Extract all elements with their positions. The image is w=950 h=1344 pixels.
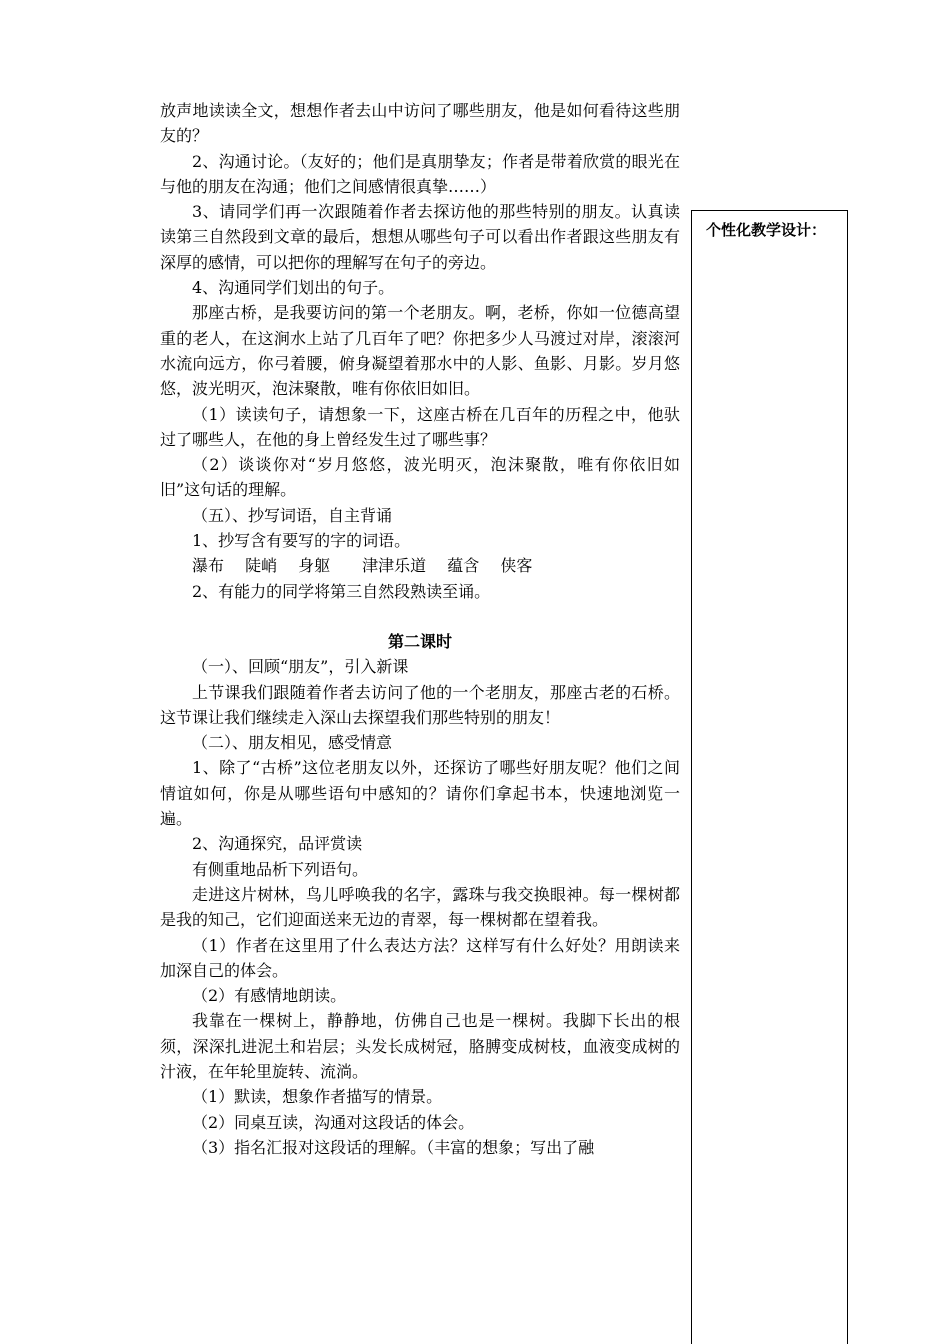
paragraph: 1、抄写含有要写的字的词语。: [192, 531, 411, 551]
paragraph: 我靠在一棵树上，静静地，仿佛自己也是一棵树。我脚下长出的根须，深深扎进泥土和岩层；头发长成树冠，胳膊变成树枝，血液变成树的汁液，在年轮里旋转、流淌。: [160, 1011, 680, 1081]
paragraph: 4、沟通同学们划出的句子。: [192, 278, 395, 298]
paragraph: （1）读读句子，请想象一下，这座古桥在几百年的历程之中，他驮过了哪些人，在他的身上曾经发生过了哪些事？: [160, 404, 680, 449]
section-heading: 第二课时: [387, 631, 452, 651]
blank-line: [160, 604, 680, 629]
paragraph: 2、沟通讨论。（友好的；他们是真朋挚友；作者是带着欣赏的眼光在与他的朋友在沟通；他们之间感情很真挚……）: [160, 151, 680, 196]
paragraph: （一）、回顾“朋友”，引入新课: [192, 657, 409, 677]
paragraph: 2、有能力的同学将第三自然段熟读至诵。: [192, 581, 491, 601]
paragraph: 放声地读读全文，想想作者去山中访问了哪些朋友，他是如何看待这些朋友的？: [160, 101, 680, 146]
paragraph: （2）同桌互读，沟通对这段话的体会。: [192, 1112, 475, 1132]
paragraph: 瀑布 陡峭 身躯 津津乐道 蕴含 侠客: [192, 556, 533, 576]
paragraph: 1、除了“古桥”这位老朋友以外，还探访了哪些好朋友呢？他们之间情谊如何，你是从哪些语句中感知的？请你们拿起书本，快速地浏览一遍。: [160, 758, 680, 829]
paragraph: 那座古桥，是我要访问的第一个老朋友。啊，老桥，你如一位德高望重的老人，在这涧水上站了几百年了吧？你把多少人马渡过对岸，滚滚河水流向远方，你弓着腰，俯身凝望着那水中的人影、鱼影、月影。岁月悠悠，波光明灭，泡沫聚散，唯有你依旧如旧。: [160, 303, 680, 399]
paragraph: （1）默读，想象作者描写的情景。: [192, 1087, 443, 1107]
paragraph: 有侧重地品析下列语句。: [192, 859, 369, 879]
paragraph: （五）、抄写词语，自主背诵: [192, 505, 393, 525]
paragraph: 2、沟通探究，品评赏读: [192, 834, 363, 854]
paragraph: （2）谈谈你对“岁月悠悠，波光明灭，泡沫聚散，唯有你依旧如旧”这句话的理解。: [160, 455, 680, 500]
paragraph: （二）、朋友相见，感受情意: [192, 733, 393, 753]
paragraph: （3）指名汇报对这段话的理解。（丰富的想象；写出了融: [192, 1137, 595, 1157]
side-panel-title: 个性化教学设计：: [706, 221, 827, 239]
paragraph: 上节课我们跟随着作者去访问了他的一个老朋友，那座古老的石桥。这节课让我们继续走入深山去探望我们那些特别的朋友！: [160, 682, 680, 727]
paragraph: （1）作者在这里用了什么表达方法？这样写有什么好处？用朗读来加深自己的体会。: [160, 935, 680, 980]
personalized-design-box: [691, 210, 848, 1344]
paragraph: （2）有感情地朗读。: [192, 986, 347, 1006]
paragraph: 走进这片树林，鸟儿呼唤我的名字，露珠与我交换眼神。每一棵树都是我的知己，它们迎面送来无边的青翠，每一棵树都在望着我。: [160, 884, 680, 930]
lesson-text: [160, 98, 680, 1160]
paragraph: 3、请同学们再一次跟随着作者去探访他的那些特别的朋友。认真读读第三自然段到文章的最后，想想从哪些句子可以看出作者跟这些朋友有深厚的感情，可以把你的理解写在句子的旁边。: [160, 202, 680, 272]
